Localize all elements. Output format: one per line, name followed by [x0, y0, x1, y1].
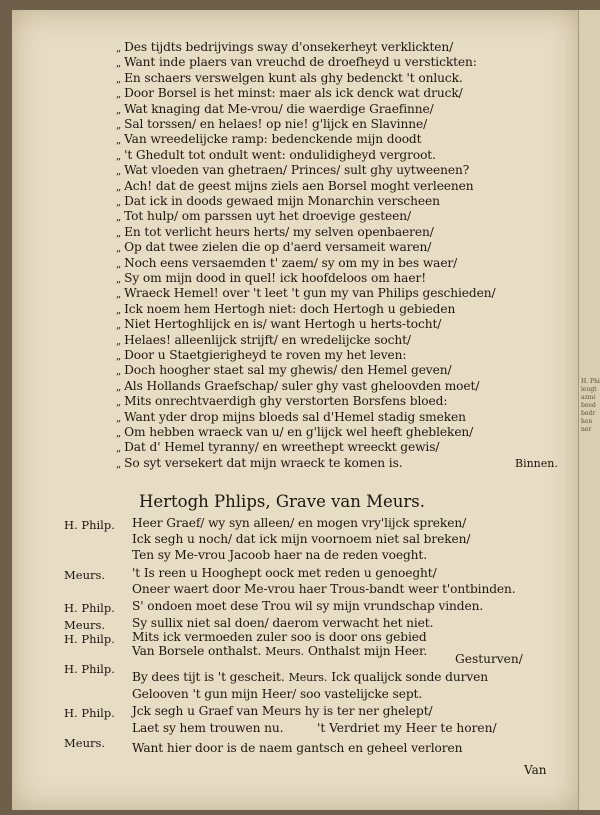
verse-text: En schaers verswelgen kunt als ghy bedenckt 't onluck.: [124, 70, 463, 85]
dialogue-line: 't Is reen u Hooghept oock met reden u genoeght/: [132, 566, 437, 580]
verse-line: [116, 240, 431, 254]
edge-text: leugt: [581, 386, 597, 393]
speaker-label: H. Philp.: [64, 518, 115, 532]
speaker-label: H. Philp.: [64, 632, 115, 646]
verse-text: Als Hollands Graefschap/ suler ghy vast gheloovden moet/: [124, 378, 480, 393]
quote-mark: „: [116, 428, 122, 439]
verse-text: Wat vloeden van ghetraen/ Princes/ sult ghy uytweenen?: [124, 163, 470, 178]
quote-mark: „: [116, 412, 122, 424]
verse-text: Door Borsel is het minst: maer als ick denck wat druck/: [124, 86, 463, 101]
speaker-label: H. Philp.: [64, 662, 115, 676]
verse-text: Dat d' Hemel tyranny/ en wreethept wreeckt gewis/: [124, 440, 440, 455]
quote-mark: „: [116, 89, 122, 101]
catchword: Van: [524, 763, 547, 777]
quote-mark: „: [116, 258, 122, 270]
verse-line: [116, 179, 474, 193]
speaker-label: Meurs.: [64, 736, 106, 750]
quote-mark: „: [116, 381, 122, 393]
quote-mark: „: [116, 304, 122, 316]
verse-line: [116, 163, 469, 177]
dialogue-line: Sy sullix niet sal doen/ daerom verwacht het niet.: [132, 616, 434, 630]
verse-text: Want yder drop mijns bloeds sal d'Hemel stadig smeken: [124, 409, 466, 424]
dialogue-line-verdriet: 't Verdriet my Heer te horen/: [317, 721, 497, 735]
quote-mark: „: [116, 120, 122, 131]
verse-text: Tot hulp/ om parssen uyt het droevige gesteen/: [124, 209, 412, 224]
quote-mark: „: [116, 58, 122, 70]
verse-text: Want inde plaers van vreuchd de droefheyd u verstickten:: [124, 55, 477, 70]
quote-mark: „: [116, 43, 122, 54]
quote-mark: „: [116, 274, 122, 285]
verse-text: Noch eens versaemden t' zaem/ sy om my in bes waer/: [124, 255, 458, 270]
verse-line: [116, 102, 434, 116]
quote-mark: „: [116, 135, 122, 147]
verse-text: Sal torssen/ en helaes! op nie! g'lijck en Slavinne/: [124, 117, 428, 131]
quote-mark: „: [116, 397, 122, 409]
verse-line: [116, 363, 451, 377]
verse-text: Wraeck Hemel! over 't leet 't gun my van Philips geschieden/: [124, 286, 496, 301]
verse-text: Niet Hertoghlijck en is/ want Hertogh u herts-tocht/: [124, 317, 442, 332]
verse-text: Doch hoogher staet sal my ghewis/ den Hemel geven/: [124, 363, 452, 378]
verse-line: [116, 348, 406, 362]
verse-text: Dat ick in doods gewaed mijn Monarchin verscheen: [124, 194, 440, 208]
quote-mark: „: [116, 181, 122, 193]
dialogue-line: Mits ick vermoeden zuler soo is door ons gebied: [132, 630, 427, 644]
verse-text: Ick noem hem Hertogh niet: doch Hertogh u gebieden: [124, 301, 456, 316]
verse-line: [116, 256, 457, 270]
verse-text: Mits onrechtvaerdigh ghy verstorten Borsfens bloed:: [124, 394, 448, 409]
speaker-label: H. Philp.: [64, 706, 115, 720]
dialogue-line: Heer Graef/ wy syn alleen/ en mogen vry'lijck spreken/: [132, 516, 467, 530]
verse-line: [116, 286, 495, 300]
edge-text: beed: [581, 402, 596, 409]
verse-line: [116, 456, 403, 470]
speaker-label: Meurs.: [64, 568, 106, 582]
scene-heading: Hertogh Phlips, Grave van Meurs.: [139, 492, 425, 511]
verse-text: Ach! dat de geest mijns ziels aen Borsel moght verleenen: [124, 178, 474, 193]
quote-mark: „: [116, 366, 122, 378]
quote-mark: „: [116, 197, 122, 208]
verse-text: En tot verlicht heurs herts/ my selven openbaeren/: [124, 224, 434, 239]
verse-line: [116, 379, 479, 393]
verse-text: Door u Staetgierigheyd te roven my het leven:: [124, 348, 407, 362]
verse-line: [116, 302, 455, 316]
dialogue-line-gesturven: Gesturven/: [455, 652, 523, 666]
quote-mark: „: [116, 335, 122, 347]
verse-line: [116, 132, 421, 146]
verse-line: [116, 225, 434, 239]
facing-page-edge: [578, 10, 600, 810]
quote-mark: „: [116, 243, 122, 255]
verse-line: [116, 394, 447, 408]
verse-line: [116, 40, 453, 54]
dialogue-line-gelooven: Gelooven 't gun mijn Heer/ soo vastelijcke sept.: [132, 687, 423, 701]
verse-text: 't Ghedult tot ondult went: ondulidigheyd vergroot.: [124, 147, 436, 162]
verse-line: [116, 440, 439, 454]
quote-mark: „: [116, 150, 122, 162]
quote-mark: „: [116, 104, 122, 116]
quote-mark: „: [116, 443, 122, 455]
edge-text: H. Phi: [581, 378, 600, 385]
dialogue-line-bydees: By dees tijt is 't gescheit. Meurs. Ick qualijck sonde durven: [132, 670, 488, 684]
dialogue-line: Oneer waert door Me-vrou haer Trous-bandt weer t'ontbinden.: [132, 582, 516, 596]
verse-line: [116, 86, 463, 100]
dialogue-line: S' ondoen moet dese Trou wil sy mijn vrundschap vinden.: [132, 599, 484, 613]
verse-line: [116, 271, 426, 285]
verse-line: [116, 209, 411, 223]
dialogue-line-laet: Laet sy hem trouwen nu.: [132, 721, 284, 735]
verse-line: [116, 148, 436, 162]
speaker-label: H. Philp.: [64, 601, 115, 615]
verse-text: Helaes! alleenlijck strijft/ en wredelijcke socht/: [124, 332, 411, 347]
dialogue-line: Ten sy Me-vrou Jacoob haer na de reden voeght.: [132, 548, 427, 562]
dialogue-line-split: Van Borsele onthalst. Meurs. Onthalst mijn Heer.: [132, 644, 428, 658]
quote-mark: „: [116, 351, 122, 362]
quote-mark: „: [116, 227, 122, 239]
verse-text: Om hebben wraeck van u/ en g'lijck wel heeft ghebleken/: [124, 425, 474, 439]
edge-text: ner: [581, 426, 592, 433]
verse-line: [116, 55, 477, 69]
verse-text: So syt versekert dat mijn wraeck te komen is.: [124, 455, 403, 470]
quote-mark: „: [116, 320, 122, 332]
dialogue-line-want: Want hier door is de naem gantsch en geheel verloren: [132, 741, 463, 755]
verse-line: [116, 317, 441, 331]
verse-text: Des tijdts bedrijvings sway d'onsekerheyt verklickten/: [124, 40, 454, 54]
quote-mark: „: [116, 289, 122, 301]
verse-line: [116, 425, 473, 439]
verse-text: Sy om mijn dood in quel! ick hoofdeloos om haer!: [124, 271, 426, 285]
edge-text: hen: [581, 418, 593, 425]
verse-line: [116, 71, 463, 85]
speaker-label: Meurs.: [64, 618, 106, 632]
quote-mark: „: [116, 212, 122, 224]
verse-line: [116, 333, 411, 347]
quote-mark: „: [116, 458, 122, 470]
verse-line: [116, 410, 466, 424]
edge-text: azmi: [581, 394, 596, 401]
verse-text: Wat knaging dat Me-vrou/ die waerdige Graefinne/: [124, 101, 434, 116]
verse-line: [116, 117, 427, 131]
stage-direction-binnen: Binnen.: [515, 457, 558, 470]
verse-text: Op dat twee zielen die op d'aerd versameit waren/: [124, 240, 432, 255]
quote-mark: „: [116, 73, 122, 85]
verse-text: Van wreedelijcke ramp: bedenckende mijn doodt: [124, 132, 422, 147]
book-page: [12, 10, 578, 810]
quote-mark: „: [116, 166, 122, 178]
dialogue-line-jck: Jck segh u Graef van Meurs hy is ter ner ghelept/: [132, 704, 433, 718]
verse-line: [116, 194, 440, 208]
dialogue-line: Ick segh u noch/ dat ick mijn voornoem niet sal breken/: [132, 532, 471, 546]
edge-text: bedr: [581, 410, 596, 417]
